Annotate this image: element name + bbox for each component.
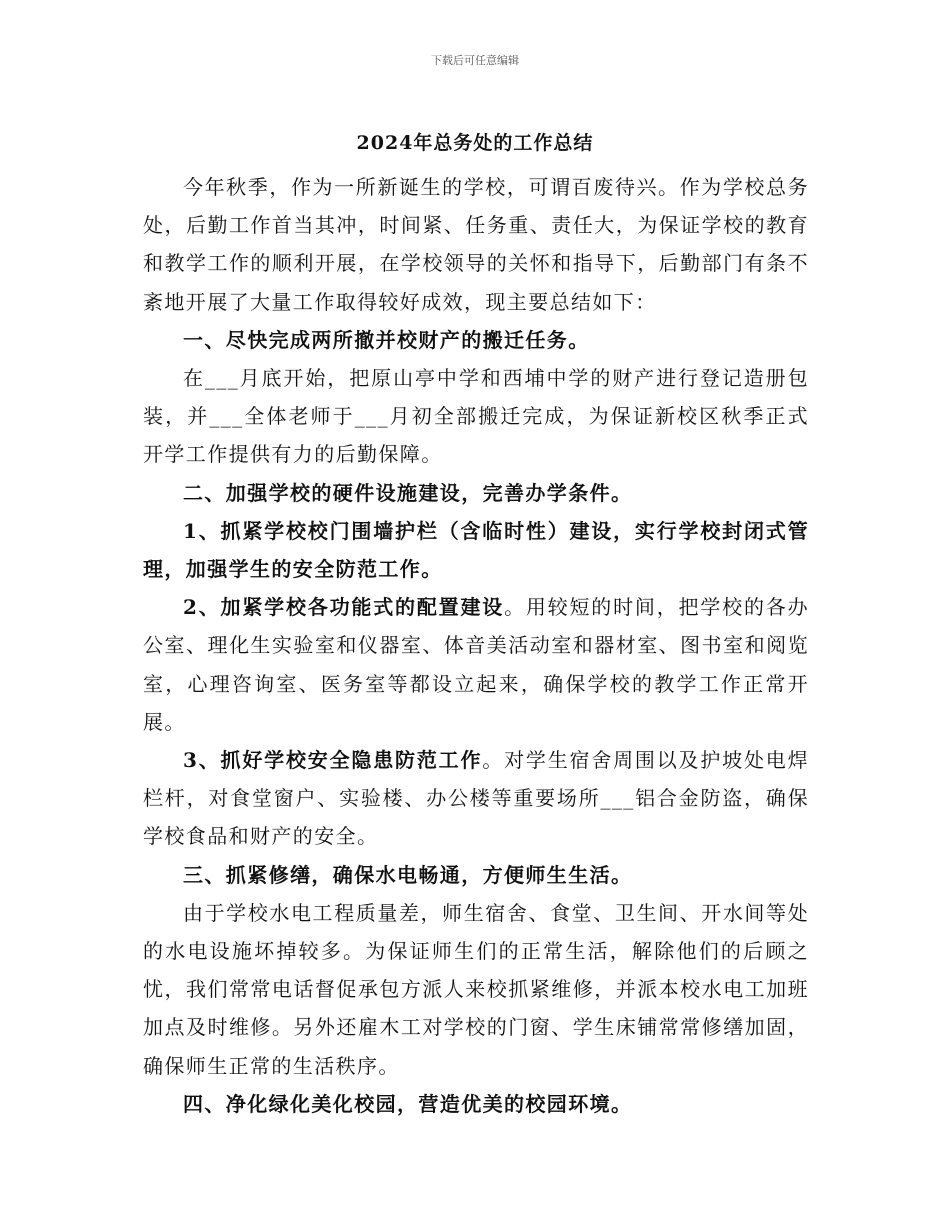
paragraph-safety-text: 。对学生宿舍周围以及护坡处电焊栏杆，对食堂窗户、实验楼、办公楼等重要场所___铝合金防盗，确保学校食品和财产的安全。	[143, 748, 809, 849]
document-body	[143, 168, 809, 1123]
section-heading-3: 三、抓紧修缮，确保水电畅通，方便师生生活。	[183, 862, 633, 887]
paragraph-relocation: 在___月底开始，把原山亭中学和西埔中学的财产进行登记造册包装，并___全体老师于___月初全部搬迁完成，为保证新校区秋季正式开学工作提供有力的后勤保障。	[143, 366, 809, 467]
section-heading-4: 四、净化绿化美化校园，营造优美的校园环境。	[183, 1091, 633, 1116]
document-title: 2024年总务处的工作总结	[356, 132, 594, 154]
subsection-heading-2-2: 2、加紧学校各功能式的配置建设	[183, 595, 505, 620]
subsection-heading-2-3: 3、抓好学校安全隐患防范工作	[183, 748, 483, 773]
section-heading-2: 二、加强学校的硬件设施建设，完善办学条件。	[183, 480, 633, 505]
paragraph-intro: 今年秋季，作为一所新诞生的学校，可谓百废待兴。作为学校总务处，后勤工作首当其冲，时间紧、任务重、责任大，为保证学校的教育和教学工作的顺利开展，在学校领导的关怀和指导下，后勤部门有条不紊地开展了大量工作取得较好成效，现主要总结如下：	[143, 175, 809, 314]
paragraph-functional-rooms-text: 。用较短的时间，把学校的各办公室、理化生实验室和仪器室、体音美活动室和器材室、图书室和阅览室，心理咨询室、医务室等都设立起来，确保学校的教学工作正常开展。	[143, 595, 809, 734]
header-note: 下载后可任意编辑	[431, 54, 519, 67]
paragraph-functional-rooms	[143, 588, 809, 741]
paragraph-safety	[143, 741, 809, 856]
subsection-heading-2-1: 1、抓紧学校校门围墙护栏（含临时性）建设，实行学校封闭式管理，加强学生的安全防范工作。	[143, 518, 809, 582]
paragraph-repairs: 由于学校水电工程质量差，师生宿舍、食堂、卫生间、开水间等处的水电设施坏掉较多。为保证师生们的正常生活，解除他们的后顾之忧，我们常常电话督促承包方派人来校抓紧维修，并派本校水电工加班加点及时维修。另外还雇木工对学校的门窗、学生床铺常常修缮加固，确保师生正常的生活秩序。	[143, 900, 809, 1078]
section-heading-1: 一、尽快完成两所撤并校财产的搬迁任务。	[183, 327, 590, 352]
